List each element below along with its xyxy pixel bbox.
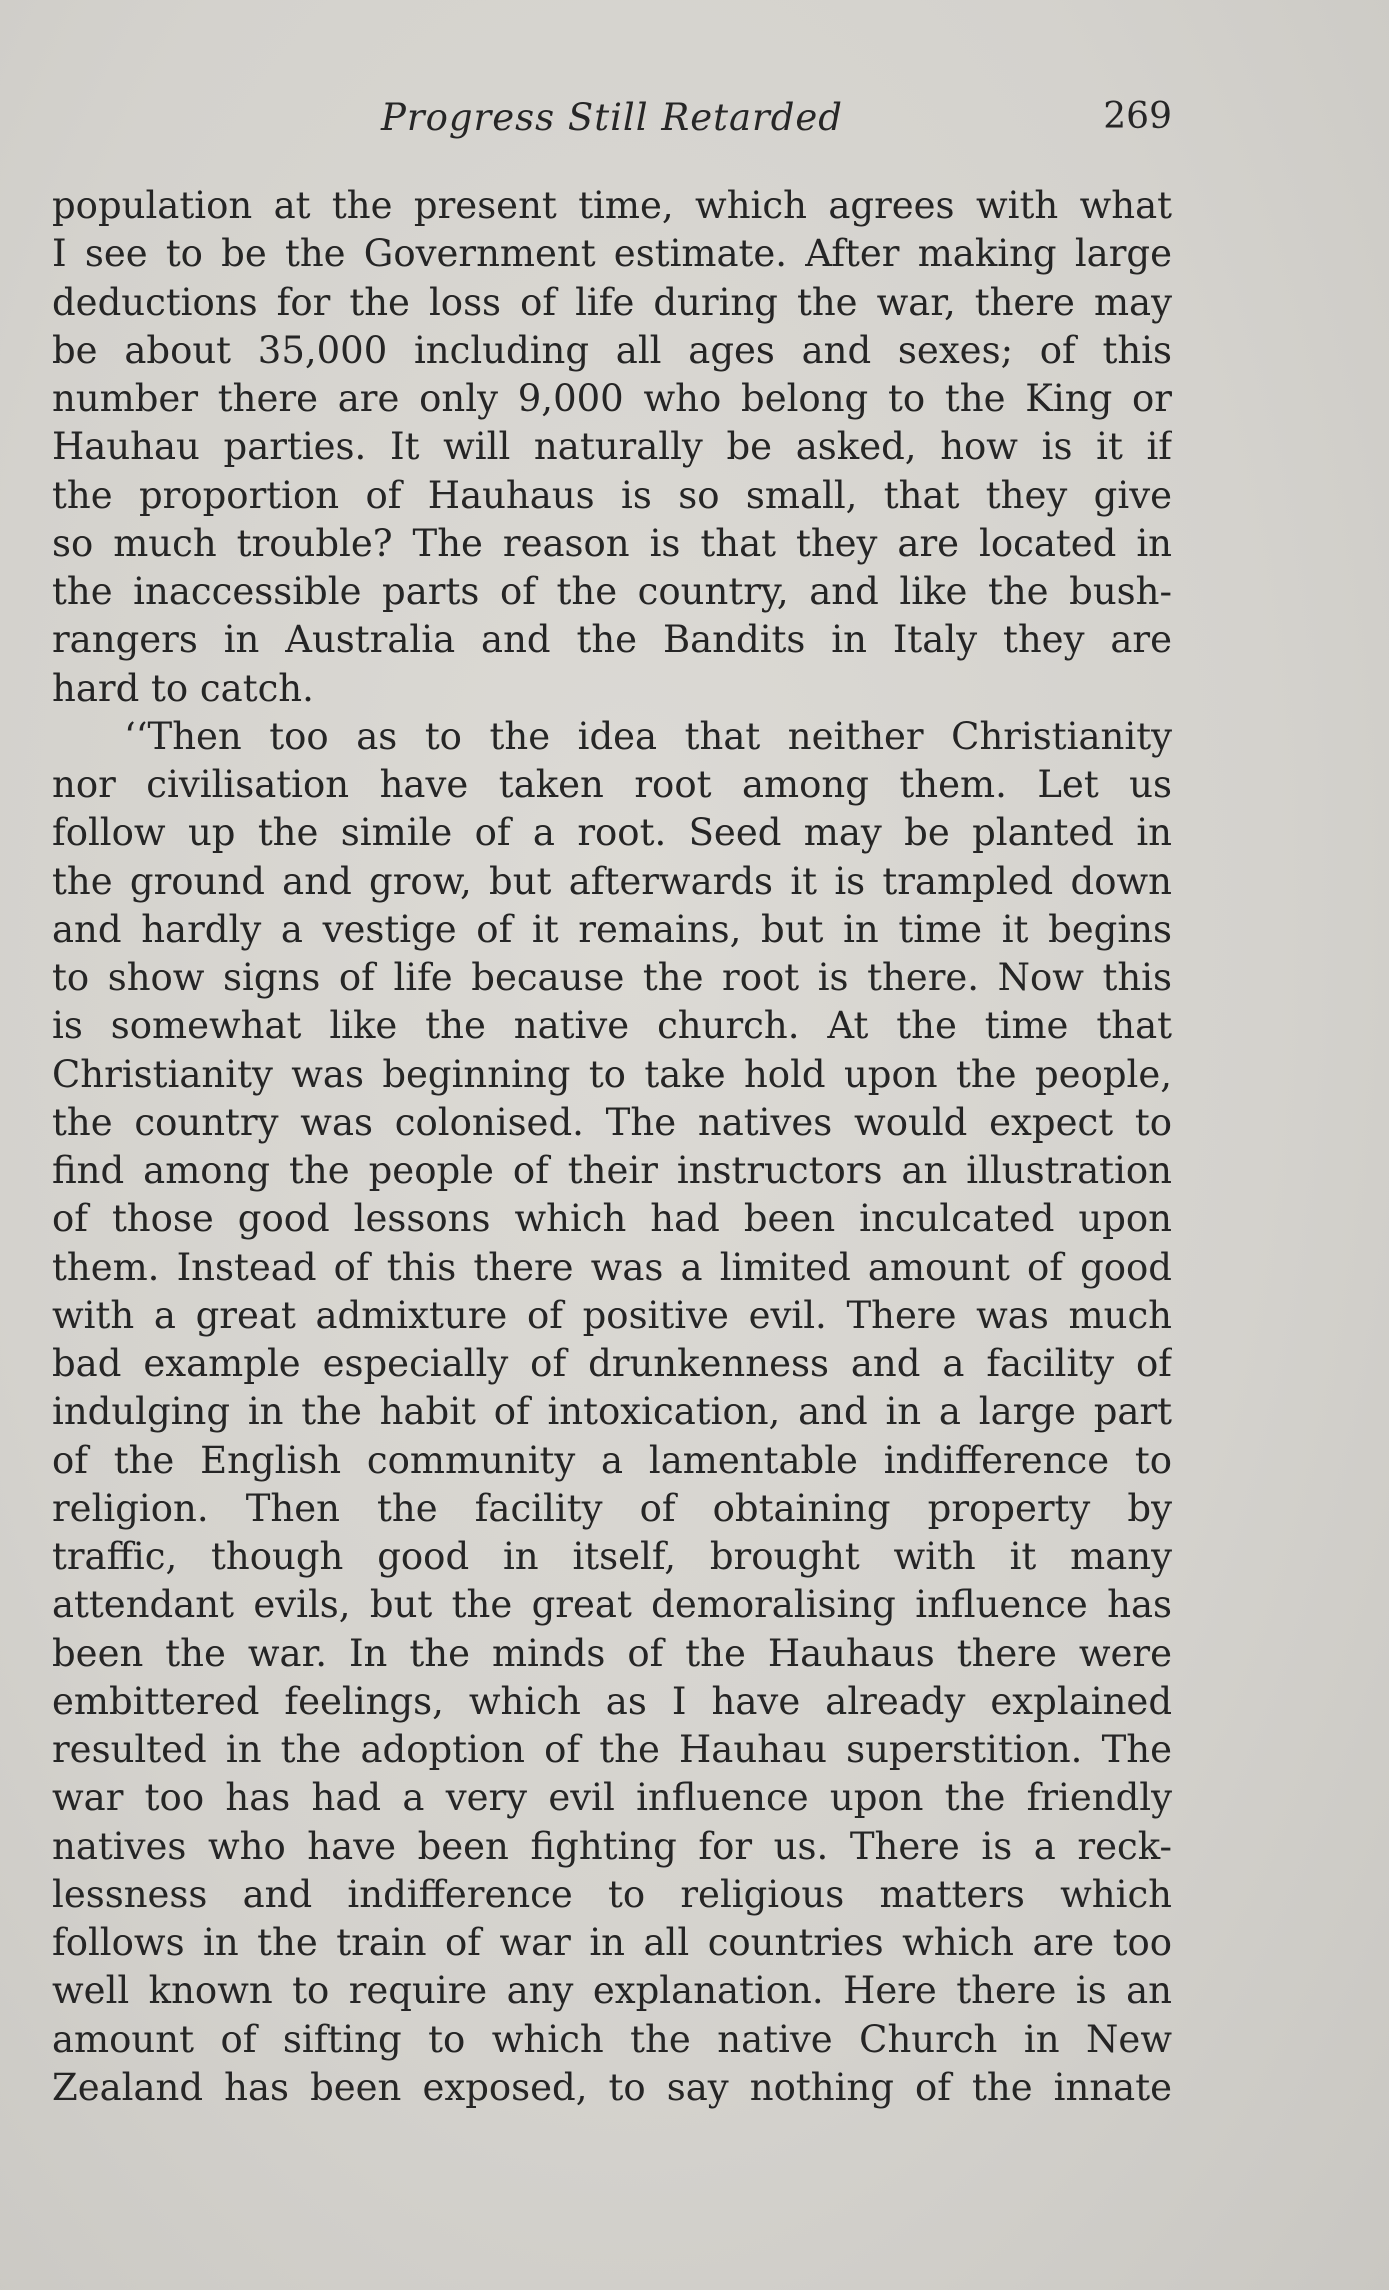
text-line: the inaccessible parts of the country, and like the bush- — [52, 570, 1172, 613]
text-line: is somewhat like the native church. At the time that — [52, 1004, 1172, 1048]
text-line: resulted in the adoption of the Hauhau superstition. The — [52, 1728, 1172, 1771]
text-line: Hauhau parties. It will naturally be asked, how is it if — [52, 425, 1172, 469]
running-title: Progress Still Retarded — [381, 96, 843, 139]
text-line: population at the present time, which agrees with what — [52, 184, 1172, 227]
text-line: be about 35,000 including all ages and sexes; of this — [52, 328, 1172, 372]
page-number: 269 — [1103, 96, 1172, 137]
text-line: them. Instead of this there was a limited amount of good — [52, 1245, 1172, 1289]
text-line: traffic, though good in itself, brought with it many — [52, 1535, 1172, 1578]
text-line: of the English community a lamentable indifference to — [52, 1438, 1172, 1482]
text-line: indulging in the habit of intoxication, and in a large part — [52, 1390, 1172, 1434]
text-line: Christianity was beginning to take hold upon the people, — [52, 1052, 1172, 1096]
text-line: the proportion of Hauhaus is so small, that they give — [52, 473, 1172, 517]
text-line: well known to require any explanation. Here there is an — [52, 1969, 1172, 2013]
text-line: embittered feelings, which as I have already explained — [52, 1679, 1172, 1723]
text-line: the country was colonised. The natives would expect to — [52, 1100, 1172, 1144]
text-line: nor civilisation have taken root among them. Let us — [52, 763, 1172, 806]
paragraph-start-line: ‘‘Then too as to the idea that neither Christianity — [124, 714, 1172, 758]
body-text — [52, 182, 1172, 2112]
text-line: natives who have been fighting for us. There is a reck- — [52, 1824, 1172, 1868]
text-line: deductions for the loss of life during the war, there may — [52, 280, 1172, 324]
text-line: religion. Then the facility of obtaining property by — [52, 1486, 1172, 1530]
text-line: I see to be the Government estimate. After making large — [52, 232, 1172, 276]
text-line: follows in the train of war in all countries which are too — [52, 1921, 1172, 1964]
running-head — [52, 96, 1172, 156]
text-line: been the war. In the minds of the Hauhaus there were — [52, 1631, 1172, 1675]
text-line: hard to catch. — [52, 666, 314, 710]
text-line: Zealand has been exposed, to say nothing of the innate — [52, 2065, 1172, 2109]
text-line: rangers in Australia and the Bandits in Italy they are — [52, 618, 1172, 662]
text-line: follow up the simile of a root. Seed may be planted in — [52, 811, 1172, 855]
text-line: find among the people of their instructors an illustration — [52, 1149, 1172, 1192]
text-line: number there are only 9,000 who belong to the King or — [52, 377, 1172, 420]
text-line: lessness and indifference to religious matters which — [52, 1872, 1172, 1916]
text-line: amount of sifting to which the native Church in New — [52, 2017, 1172, 2061]
text-line: with a great admixture of positive evil. There was much — [52, 1293, 1172, 1337]
text-line: of those good lessons which had been inculcated upon — [52, 1197, 1172, 1241]
text-line: war too has had a very evil influence upon the friendly — [52, 1776, 1172, 1820]
text-line: to show signs of life because the root is there. Now this — [52, 956, 1172, 999]
text-line: and hardly a vestige of it remains, but in time it begins — [52, 907, 1172, 951]
text-line: so much trouble? The reason is that they are located in — [52, 521, 1172, 565]
text-line: bad example especially of drunkenness and a facility of — [52, 1342, 1172, 1385]
text-line: the ground and grow, but afterwards it is trampled down — [52, 859, 1172, 903]
text-line: attendant evils, but the great demoralising influence has — [52, 1583, 1172, 1627]
